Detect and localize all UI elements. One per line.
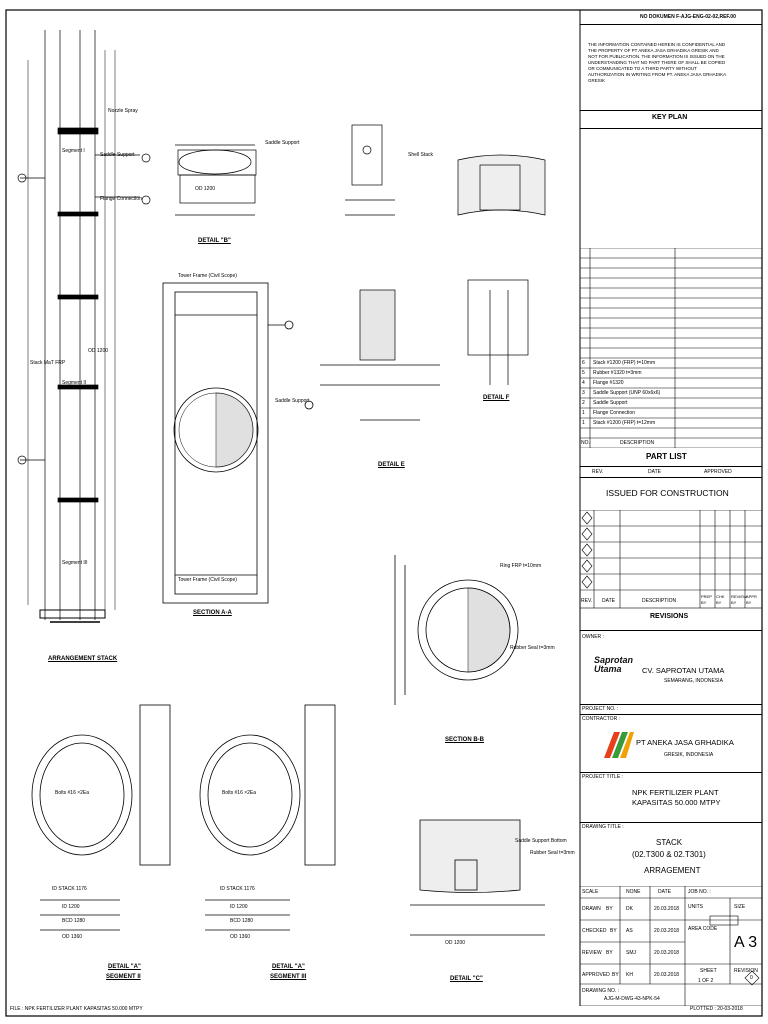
rev-col-date: DATE bbox=[602, 598, 615, 604]
approved-by-label: BY bbox=[612, 972, 619, 978]
part-list bbox=[580, 248, 762, 448]
drawing-title-label: DRAWING TITLE : bbox=[582, 824, 624, 830]
part-approved-label: APPROVED bbox=[704, 469, 732, 475]
date-label: DATE bbox=[658, 889, 671, 895]
detail-a-segment3-drawing bbox=[200, 705, 335, 930]
title-block bbox=[580, 10, 762, 1006]
tower-frame-bottom: Tower Frame (Civil Scope) bbox=[178, 577, 237, 583]
review-label: REVIEW bbox=[582, 950, 602, 956]
size-label: SIZE bbox=[734, 904, 746, 910]
part-desc-1a: Flange Connection bbox=[593, 410, 635, 416]
rev-col-rev: REV. bbox=[581, 598, 593, 604]
section-aa-title: SECTION A-A bbox=[193, 610, 232, 616]
rev-col-desc: DESCRIPTION bbox=[642, 598, 677, 604]
drawing-title-3: ARRAGEMENT bbox=[644, 866, 701, 875]
part-no-6: 6 bbox=[582, 360, 585, 366]
detail-b-saddle-label: Saddle Support bbox=[265, 140, 300, 146]
rev-col-chk: CHK BY bbox=[716, 594, 725, 605]
revisions-title: REVISIONS bbox=[650, 613, 689, 620]
checked-date: 20.03.2018 bbox=[654, 928, 680, 934]
checked-by-label: BY bbox=[610, 928, 617, 934]
revisions-table bbox=[580, 510, 762, 620]
review-date: 20.03.2018 bbox=[654, 950, 680, 956]
detail-a3-title: DETAIL "A" bbox=[272, 964, 305, 970]
sheet-label: SHEET bbox=[700, 968, 717, 974]
arrangement-title: ARRANGEMENT STACK bbox=[48, 656, 118, 662]
stack-frp-label: Stack MaT FRP bbox=[30, 360, 66, 366]
segment1-label: Segment I bbox=[62, 148, 85, 154]
units-label: UNITS bbox=[688, 904, 703, 910]
segment2-label: Segment II bbox=[62, 380, 87, 386]
part-rev-header bbox=[580, 466, 762, 478]
part-desc-5: Rubber #1320 t=3mm bbox=[593, 370, 642, 376]
scale-label: SCALE bbox=[582, 889, 599, 895]
job-label: JOB NO. : bbox=[688, 889, 711, 895]
detail-b-drawing bbox=[175, 145, 256, 215]
drawn-label: DRAWN bbox=[582, 906, 601, 912]
drawing-title-2: (02.T300 & 02.T301) bbox=[632, 850, 706, 859]
detail-c-title: DETAIL "C" bbox=[450, 976, 483, 982]
part-list-title: PART LIST bbox=[646, 452, 687, 461]
detail-e-drawing bbox=[320, 125, 440, 420]
segment3-title: SEGMENT III bbox=[270, 974, 307, 980]
owner-logo: Saprotan Utama bbox=[594, 655, 634, 674]
seg2-bolts-label: Bolts #16 ×2Ea bbox=[55, 790, 90, 796]
project-title-2: KAPASITAS 50.000 MTPY bbox=[632, 798, 721, 807]
detail-f-title: DETAIL F bbox=[483, 395, 510, 401]
od1200-elev-label: OD 1200 bbox=[88, 348, 109, 354]
part-no-2: 2 bbox=[582, 400, 585, 406]
review-by-label: BY bbox=[606, 950, 613, 956]
ring-frp-label: Ring FRP t=10mm bbox=[500, 563, 542, 569]
nozzle-label: Nozzle Spray bbox=[108, 108, 138, 114]
approved-date: 20.03.2018 bbox=[654, 972, 680, 978]
detail-c-rubber-label: Rubber Seal t=3mm bbox=[530, 850, 575, 856]
drawn-date: 20.03.2018 bbox=[654, 906, 680, 912]
approved-label: APPROVED bbox=[582, 972, 610, 978]
owner-city: SEMARANG, INDONESIA bbox=[664, 678, 723, 684]
project-title-1: NPK FERTILIZER PLANT bbox=[632, 788, 719, 797]
detail-c-saddle-label: Saddle Support Bottom bbox=[515, 838, 567, 844]
part-no-5: 5 bbox=[582, 370, 585, 376]
part-no-3: 3 bbox=[582, 390, 585, 396]
drawing-no-label: DRAWING NO. : bbox=[582, 988, 620, 994]
detail-a-segment2-drawing bbox=[32, 705, 170, 930]
key-plan-title: KEY PLAN bbox=[652, 114, 688, 121]
seg2-id-label: ID 1200 bbox=[62, 904, 80, 910]
seg2-od-label: OD 1360 bbox=[62, 934, 83, 940]
contractor-city: GRESIK, INDONESIA bbox=[664, 752, 714, 758]
section-bb-drawing bbox=[395, 555, 518, 705]
sheet-value: 1 OF 2 bbox=[698, 978, 714, 984]
detail-f-drawing bbox=[458, 155, 545, 385]
doc-number: NO DOKUMEN F-AJG-ENG-02-02,REF.00 bbox=[640, 14, 736, 20]
review-by: SMJ bbox=[626, 950, 636, 956]
detail-a2-title: DETAIL "A" bbox=[108, 964, 141, 970]
drawing-no: AJG-M-DWG-43-NPK-54 bbox=[604, 996, 660, 1002]
part-no-1a: 1 bbox=[582, 410, 585, 416]
rev-col-appr: APPR BY bbox=[746, 594, 757, 605]
rev-col-prep: PREP BY bbox=[701, 594, 712, 605]
contractor-label: CONTRACTOR : bbox=[582, 716, 620, 722]
part-no-header: NO. bbox=[581, 440, 590, 446]
part-desc-4: Flange #1320 bbox=[593, 380, 624, 386]
confidential-note: THE INFORMATION CONTAINED HEREIN IS CONFIDENTIAL AND THE PROPERTY OF PT ANEKA JASA GRHADIKA GRESIK AND NOT FOR PUBLICATION. THE INFORMATION IS ISSUED ON THE UNDERSTANDING THAT NO PART THERE OF SHALL BE COPIED OR COMMUNICATED TO A THIRD PARTY WITHOUT AUTHORIZATION IN WRITING FROM PT. ANEKA JASA GRHADIKA GRESIK bbox=[588, 42, 726, 83]
detail-b-od-label: OD 1200 bbox=[195, 186, 216, 192]
drawn-by: DK bbox=[626, 906, 633, 912]
part-rev-label: REV. bbox=[592, 469, 604, 475]
scale-value: NONE bbox=[626, 889, 641, 895]
part-desc-header: DESCRIPTION bbox=[620, 440, 655, 446]
shell-stack-label: Shell Stack bbox=[408, 152, 434, 158]
tower-frame-top: Tower Frame (Civil Scope) bbox=[178, 273, 237, 279]
part-desc-2: Saddle Support bbox=[593, 400, 628, 406]
plotted-label: PLOTTED : 20-03-2018 bbox=[690, 1006, 743, 1012]
part-desc-3: Saddle Support (UNP 60x6x6) bbox=[593, 390, 661, 396]
stack-elevation bbox=[18, 30, 150, 622]
revision-value: 0 bbox=[750, 975, 753, 981]
area-label: AREA CODE bbox=[688, 926, 718, 932]
revision-label: REVISION bbox=[734, 968, 758, 974]
seg2-idstack-label: ID STACK 1176 bbox=[52, 886, 87, 892]
detail-b-title: DETAIL "B" bbox=[198, 238, 231, 244]
section-aa-drawing bbox=[163, 283, 313, 603]
drawing-title-1: STACK bbox=[656, 838, 683, 847]
section-aa-saddle-label: Saddle Support bbox=[275, 398, 310, 404]
size-value: A 3 bbox=[734, 934, 758, 951]
seg3-idstack-label: ID STACK 1176 bbox=[220, 886, 255, 892]
seg3-bolts-label: Bolts #16 ×2Ea bbox=[222, 790, 257, 796]
segment2-title: SEGMENT II bbox=[106, 974, 141, 980]
rev-col-review: REVIEW BY bbox=[731, 594, 747, 605]
contractor-logo-icon bbox=[604, 728, 634, 762]
detail-e-title: DETAIL E bbox=[378, 462, 405, 468]
section-bb-title: SECTION B-B bbox=[445, 737, 484, 743]
flange-label: Flange Connection bbox=[100, 196, 142, 202]
contractor-name: PT ANEKA JASA GRHADIKA bbox=[636, 738, 734, 747]
checked-label: CHECKED bbox=[582, 928, 607, 934]
seg2-bcd-label: BCD 1280 bbox=[62, 918, 86, 924]
part-desc-1b: Stack #1200 (FRP) t=12mm bbox=[593, 420, 656, 426]
part-desc-6: Stack #1200 (FRP) t=10mm bbox=[593, 360, 656, 366]
file-label: FILE : NPK FERTILIZER PLANT KAPASITAS 50.000 MTPY bbox=[10, 1006, 143, 1012]
part-date-label: DATE bbox=[648, 469, 661, 475]
seg3-id-label: ID 1200 bbox=[230, 904, 248, 910]
segment3-label: Segment III bbox=[62, 560, 88, 566]
owner-name: CV. SAPROTAN UTAMA bbox=[642, 666, 725, 675]
approved-by: KH bbox=[626, 972, 633, 978]
bb-rubber-label: Rubber Seal t=3mm bbox=[510, 645, 555, 651]
issued-title: ISSUED FOR CONSTRUCTION bbox=[606, 488, 729, 498]
part-no-4: 4 bbox=[582, 380, 585, 386]
detail-c-od-label: OD 1200 bbox=[445, 940, 466, 946]
project-title-label: PROJECT TITLE : bbox=[582, 774, 623, 780]
drawn-by-label: BY bbox=[606, 906, 613, 912]
saddle-label: Saddle Support bbox=[100, 152, 135, 158]
signature-grid bbox=[580, 886, 762, 1006]
project-no-label: PROJECT NO. : bbox=[582, 706, 619, 712]
part-no-1b: 1 bbox=[582, 420, 585, 426]
seg3-bcd-label: BCD 1280 bbox=[230, 918, 254, 924]
seg3-od-label: OD 1360 bbox=[230, 934, 251, 940]
checked-by: AS bbox=[626, 928, 633, 934]
owner-label: OWNER : bbox=[582, 634, 604, 640]
